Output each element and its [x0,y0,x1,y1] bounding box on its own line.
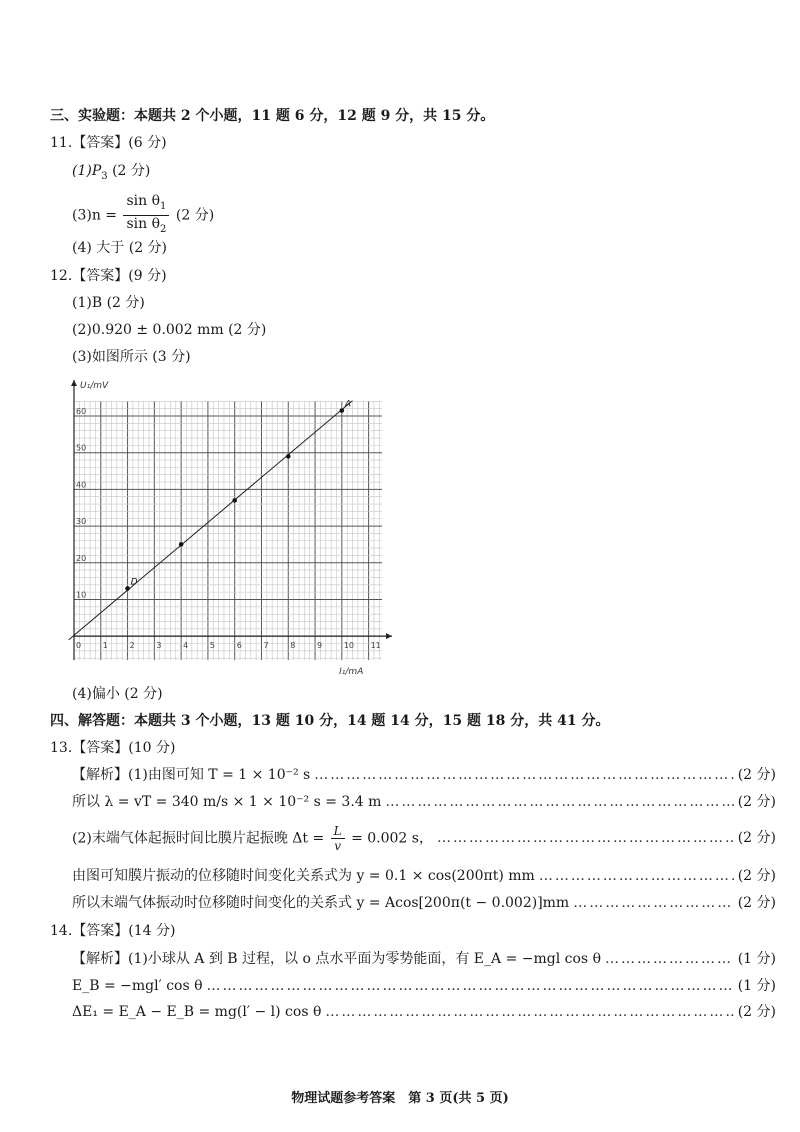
q13-l3-suffix: = 0.002 s， [351,830,433,846]
y-axis-arrow [71,380,77,386]
q11-a3-prefix: (3)n = [72,207,118,224]
point-label: A [344,399,351,410]
leader-dots [437,828,734,848]
q14-line-3 [72,1002,776,1022]
q13-l3-text [72,824,433,853]
q13-label: 13.【答案】(10 分) [50,740,176,756]
x-tick-label: 8 [290,641,296,651]
y-tick-label: 50 [76,443,87,453]
q11-answer-3 [72,193,214,238]
q13-l4-text: 由图可知膜片振动的位移随时间变化关系式为 y = 0.1 × cos(200πt) mm [72,868,535,884]
leader-dots [573,893,734,913]
q13-l3-prefix: (2)末端气体起振时间比膜片起振晚 Δt = [72,830,325,846]
q13-l1-text: 【解析】(1)由图可知 T = 1 × 10⁻² s [72,767,311,783]
q13-l3-fraction [331,824,345,853]
leader-dots [207,976,734,996]
page-footer: 物理试题参考答案 第 3 页(共 5 页) [291,1091,509,1106]
leader-dots [539,866,734,886]
y-axis-label: U₁/mV [80,381,109,391]
q12-answer-3: (3)如图所示 (3 分) [72,349,191,365]
y-tick-label: 10 [76,590,87,600]
q12-label: 12.【答案】(9 分) [50,268,167,284]
point-label: D [130,577,138,588]
x-tick-label: 10 [343,641,355,651]
x-axis-label: I₁/mA [339,667,364,677]
q13-line-1 [72,765,776,785]
section3-heading: 三、实验题：本题共 2 个小题，11 题 6 分，12 题 9 分，共 15 分。 [50,108,495,124]
leader-dots [385,792,733,812]
q13-l2-text: 所以 λ = vT = 340 m/s × 1 × 10⁻² s = 3.4 m [72,794,382,810]
leader-dots [605,949,734,969]
x-tick-label: 3 [156,641,162,651]
leader-dots [325,1002,733,1022]
q14-l3-score: (2 分) [737,1004,776,1020]
data-point [232,498,237,503]
q11-answer-1 [72,161,150,187]
q13-l2-score: (2 分) [737,794,776,810]
y-tick-label: 40 [76,480,87,490]
q11-a3-den-sub: 2 [160,223,167,235]
q13-line-4 [72,866,776,886]
q11-a1-text: (1)P [72,163,102,179]
q11-a3-score: (2 分) [175,207,215,224]
x-tick-label: 11 [370,641,381,651]
q12-answer-4: (4)偏小 (2 分) [72,686,163,702]
x-tick-label: 6 [236,641,242,651]
q11-a3-num: sin θ [126,193,161,209]
q14-l2-score: (1 分) [737,978,776,994]
x-tick-label: 7 [263,641,269,651]
q11-label: 11.【答案】(6 分) [50,135,167,151]
q13-line-2 [72,792,776,812]
q11-a1-score: (2 分) [112,163,151,179]
q14-label: 14.【答案】(14 分) [50,923,176,939]
q13-l4-score: (2 分) [737,868,776,884]
q13-l3-score: (2 分) [737,830,776,846]
x-tick-label: 5 [209,641,216,651]
ui-graph [60,372,400,682]
x-axis-arrow [386,633,392,639]
q14-l1-text: 【解析】(1)小球从 A 到 B 过程，以 o 点水平面为零势能面，有 E_A = −mgl cos θ [72,951,601,967]
x-tick-label: 2 [129,641,135,651]
section4-heading: 四、解答题：本题共 3 个小题，13 题 10 分，14 题 14 分，15 题 18 分，共 41 分。 [50,713,610,729]
x-tick-label: 9 [317,641,323,651]
q13-l3-den: v [334,838,342,853]
q13-l3-num: L [331,824,345,839]
q14-line-1 [72,949,776,969]
data-point [340,408,345,413]
q13-l5-text: 所以末端气体振动时位移随时间变化的关系式 y = Acos[200π(t − 0.002)]mm [72,895,570,911]
q13-line-3 [72,822,776,854]
q12-answer-2: (2)0.920 ± 0.002 mm (2 分) [72,322,267,338]
data-point [286,454,291,459]
q11-a3-fraction [123,193,169,238]
q13-l1-score: (2 分) [737,767,776,783]
x-tick-label: 0 [76,641,82,651]
q12-answer-1: (1)B (2 分) [72,295,145,311]
q11-a1-sub: 3 [101,170,108,182]
q11-answer-4: (4) 大于 (2 分) [72,240,168,256]
q11-a3-den: sin θ [126,215,161,232]
y-tick-label: 60 [76,407,87,417]
q14-l3-text: ΔE₁ = E_A − E_B = mg(l′ − l) cos θ [72,1004,322,1020]
x-tick-label: 4 [183,641,189,651]
q13-line-5 [72,893,776,913]
q14-line-2 [72,976,776,996]
data-point [125,586,130,591]
q11-a3-num-sub: 1 [160,200,167,212]
data-point [179,542,184,547]
y-tick-label: 20 [76,553,87,563]
q14-l2-text: E_B = −mgl′ cos θ [72,978,203,994]
q14-l1-score: (1 分) [737,951,776,967]
y-tick-label: 30 [76,517,87,527]
x-tick-label: 1 [102,641,108,651]
leader-dots [314,765,733,785]
q13-l5-score: (2 分) [737,895,776,911]
